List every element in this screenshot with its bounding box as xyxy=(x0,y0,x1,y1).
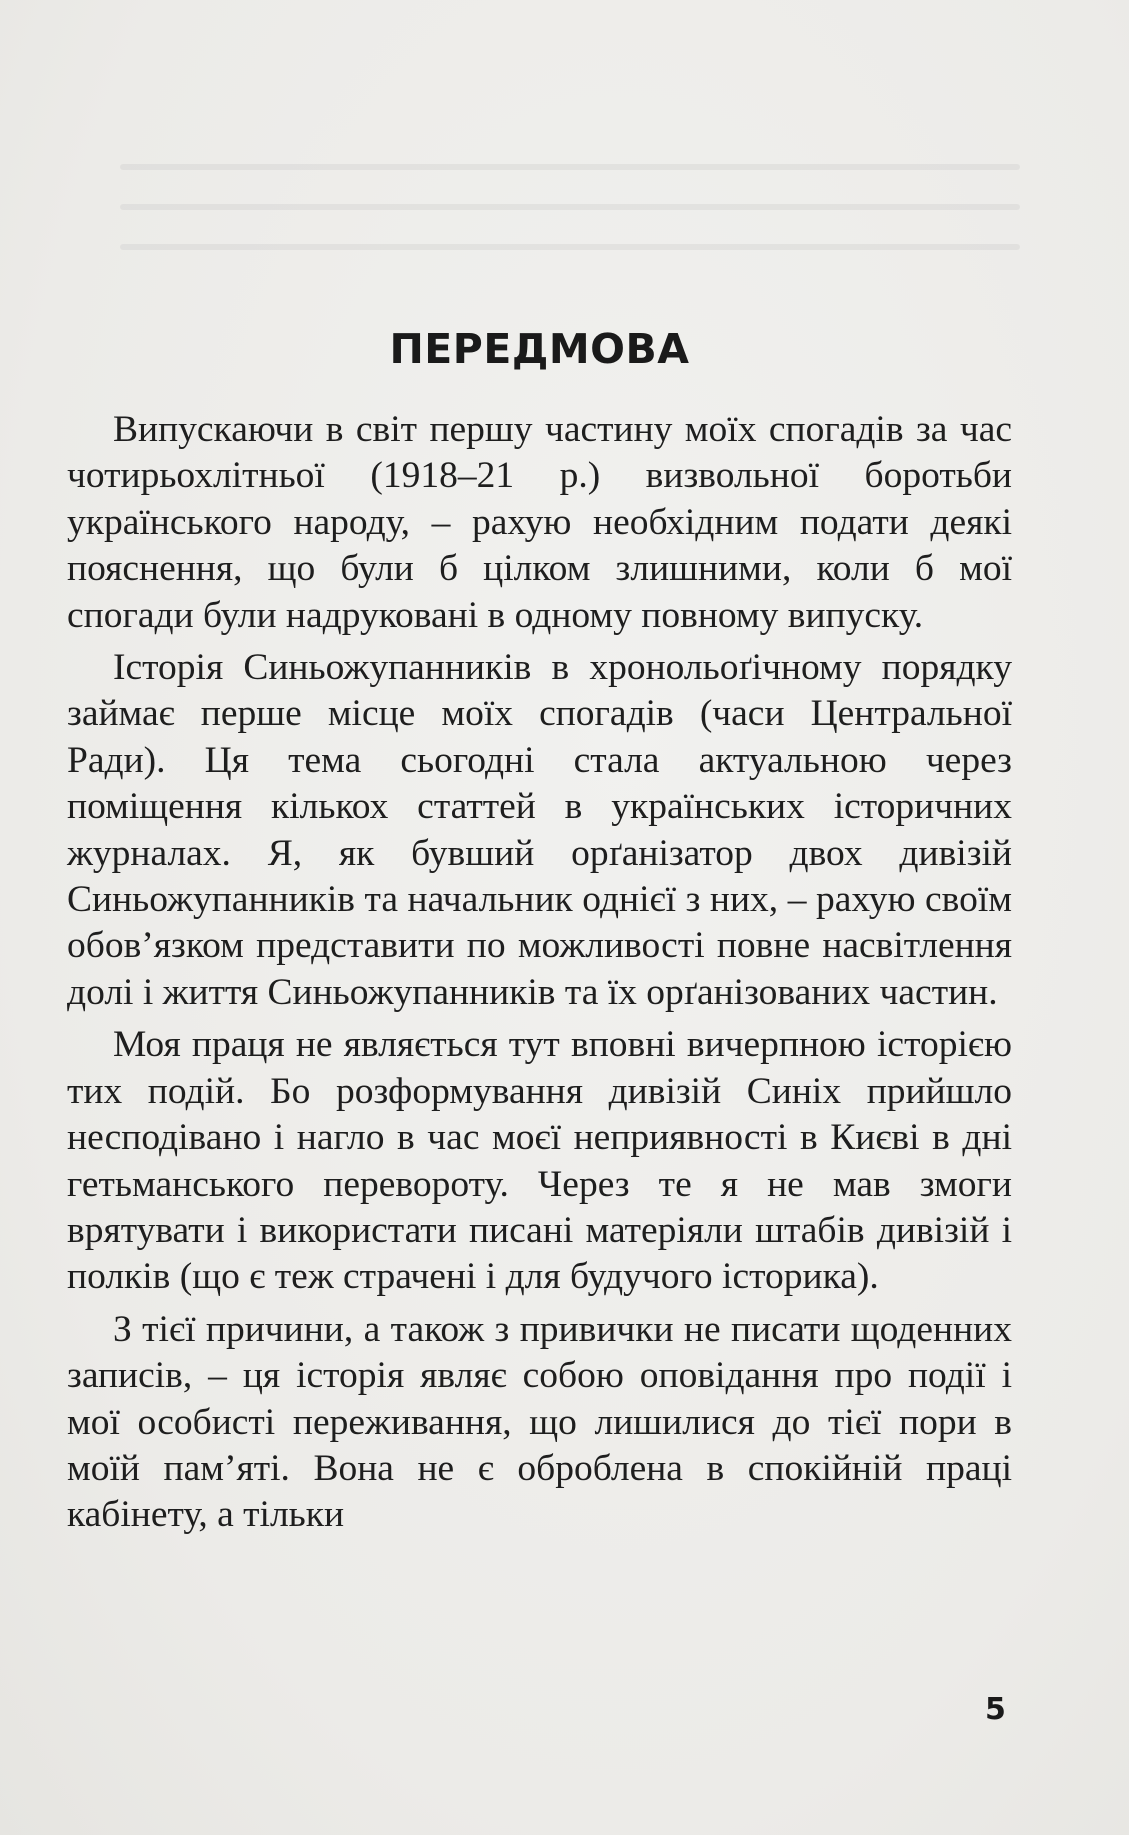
page-title: ПЕРЕДМОВА xyxy=(389,325,690,373)
show-through-text xyxy=(120,130,1020,290)
paragraph-3: Моя праця не являється тут вповні вичерпною історією тих подій. Бо розформування дивізій Синіх прийшло несподівано і нагло в час моєї неприявності в Києві в дні гетьманського перевороту. Через те я не мав змоги врятувати і використати писані матеріяли штабів дивізій і полків (що є теж страчені і для будучого історика). xyxy=(67,1024,1012,1298)
page-number: 5 xyxy=(985,1692,1006,1727)
paragraph-1: Випускаючи в світ першу частину моїх спогадів за час чотирьохлітньої (1918–21 р.) визвольної боротьби українського народу, – рахую необхідним подати деякі пояснення, що були б цілком злишними, коли б мої спогади були надруковані в одному повному випуску. xyxy=(67,409,1012,636)
page-content xyxy=(67,325,1012,1545)
paragraph-4: З тієї причини, а також з привички не писати щоденних записів, – ця історія являє собою оповідання про події і мої особисті переживання, що лишилися до тієї пори в моїй пам’яті. Вона не є оброблена в спокійній праці кабінету, а тільки xyxy=(67,1308,1012,1536)
paragraph-2: Історія Синьожупанників в хронольоґічному порядку займає перше місце моїх спогадів (часи Центральної Ради). Ця тема сьогодні стала актуальною через поміщення кількох статтей в українських історичних журналах. Я, як бувший орґанізатор двох дивізій Синьожупанників та начальник однієї з них, – рахую своїм обов’язком представити по можливості повне насвітлення долі і життя Синьожупанників та їх орґанізованих частин. xyxy=(67,647,1012,1013)
